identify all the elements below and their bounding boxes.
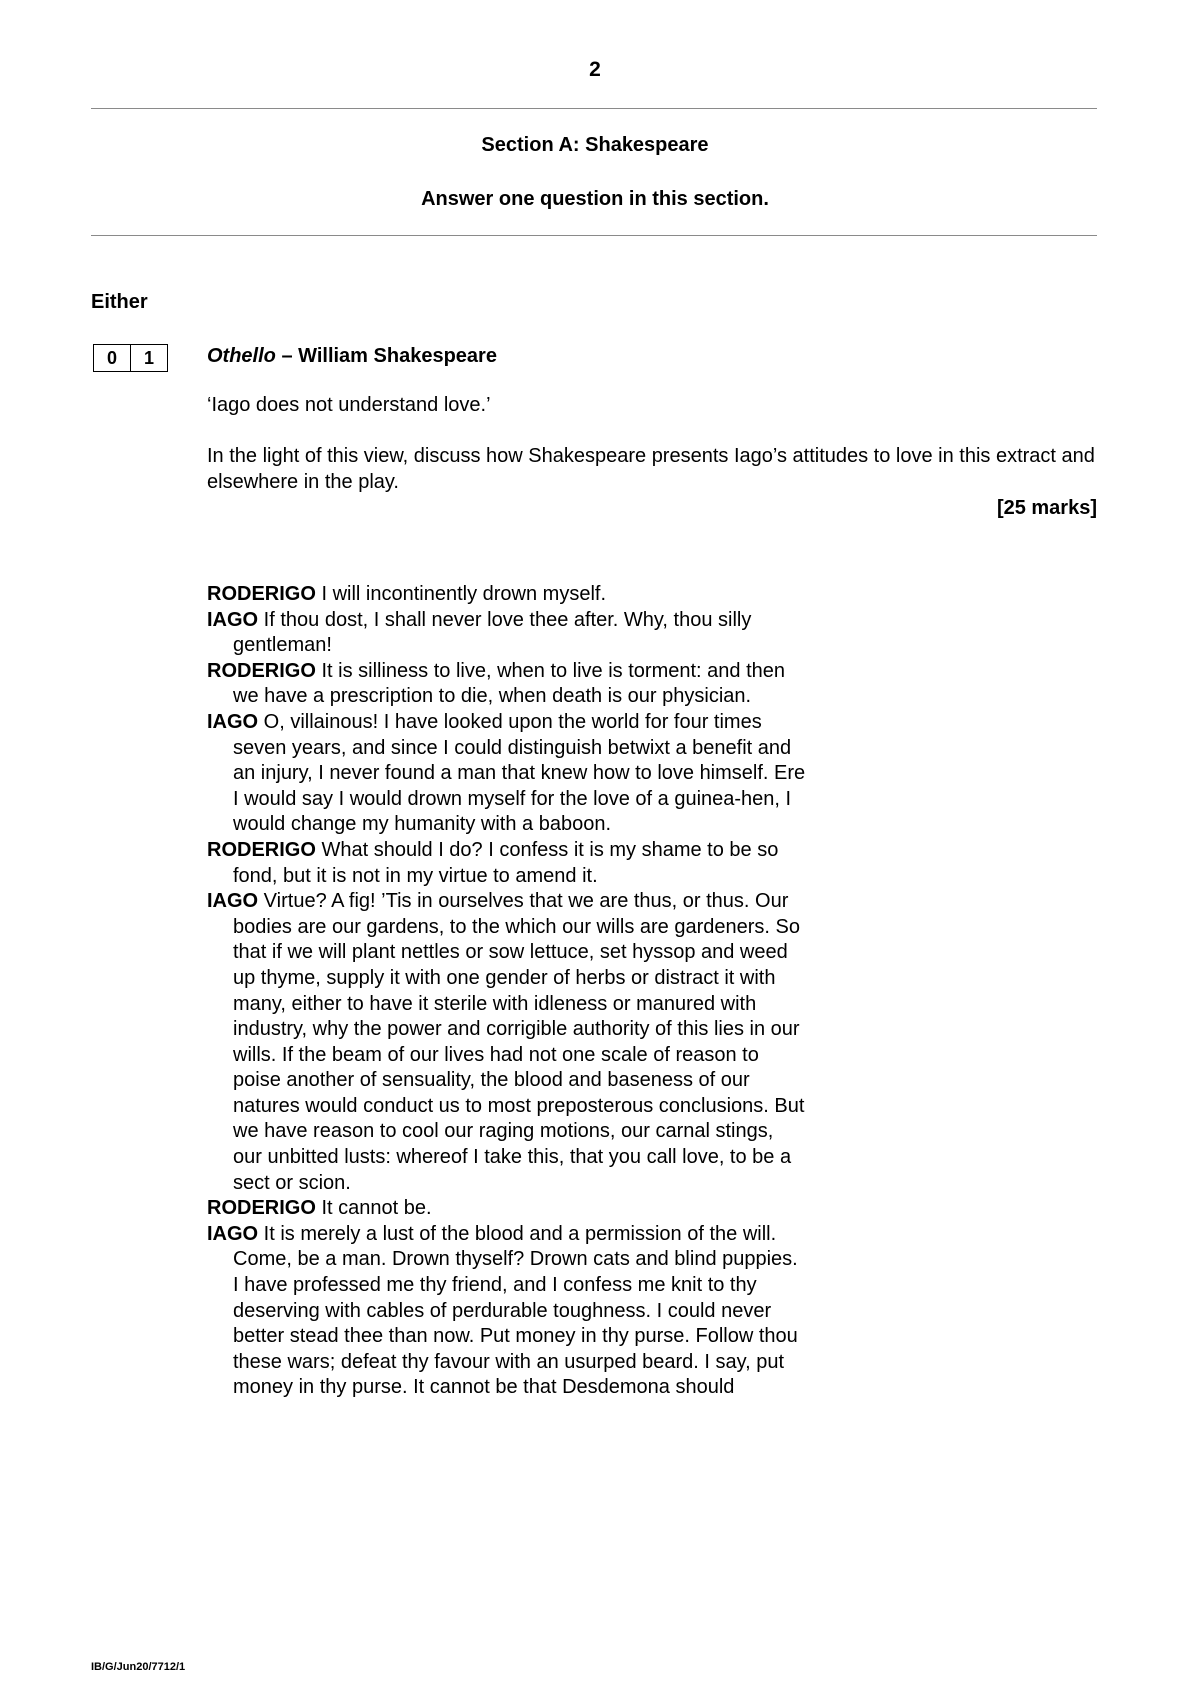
speech-text: O, villainous! I have looked upon the world for four times seven years, and since I could distinguish betwixt a benefit and an injury, I never found a man that knew how to love himself. Ere I would say I would drown myself for the love of a guinea-hen, I would change my humanity with a baboon. — [233, 710, 806, 836]
speaker-name: RODERIGO — [207, 838, 316, 861]
speech-text: I will incontinently drown myself. — [315, 583, 607, 605]
speech — [207, 608, 807, 659]
speech-text: Virtue? A fig! ’Tis in ourselves that we are thus, or thus. Our bodies are our gardens, to the which our wills are gardeners. So that if we will plant nettles or sow lettuce, set hyssop and weed up thyme, supply it with one gender of herbs or distract it with many, either to have it sterile with idleness or manured with industry, why the power and corrigible authority of this lies in our wills. If the beam of our lives had not one scale of reason to poise another of sensuality, the blood and baseness of our natures would conduct us to most preposterous conclusions. But we have reason to cool our raging motions, our carnal stings, our unbitted lusts: whereof I take this, that you call love, to be a sect or scion. — [233, 890, 805, 1194]
question-quote: ‘Iago does not understand love.’ — [207, 394, 491, 416]
footer-reference: IB/G/Jun20/7712/1 — [91, 1661, 186, 1673]
speech — [207, 1196, 807, 1222]
speaker-name: IAGO — [207, 608, 259, 631]
page-number: 2 — [589, 58, 601, 81]
speaker-name: RODERIGO — [207, 1197, 316, 1220]
speech — [207, 838, 807, 889]
either-label: Either — [91, 291, 148, 313]
speech — [207, 582, 807, 608]
author: – William Shakespeare — [275, 345, 497, 367]
section-instruction: Answer one question in this section. — [421, 188, 769, 210]
speech-text: It is silliness to live, when to live is torment: and then we have a prescription to die, when death is our physician. — [233, 659, 786, 708]
question-marks: [25 marks] — [996, 497, 1097, 519]
header-bottom-rule — [91, 235, 1097, 236]
speech — [207, 710, 807, 838]
speech — [207, 659, 807, 710]
question-number-digit-1: 0 — [106, 348, 117, 368]
speech-text: It cannot be. — [315, 1197, 432, 1220]
speech-text: If thou dost, I shall never love thee after. Why, thou silly gentleman! — [233, 608, 752, 657]
speaker-name: IAGO — [207, 1222, 259, 1245]
speech — [207, 889, 807, 1196]
speech — [207, 1222, 807, 1401]
speaker-name: RODERIGO — [207, 583, 316, 605]
question-number-box — [93, 344, 168, 372]
question-prompt: In the light of this view, discuss how Shakespeare presents Iago’s attitudes to love in this extract and elsewhere in the play. — [207, 445, 1095, 493]
speech-text: What should I do? I confess it is my shame to be so fond, but it is not in my virtue to amend it. — [233, 838, 779, 887]
question-block — [207, 345, 1097, 520]
speaker-name: IAGO — [207, 710, 259, 733]
header-top-rule — [91, 108, 1097, 109]
question-title — [207, 345, 1097, 368]
work-title: Othello — [207, 345, 276, 367]
question-number-digit-2: 1 — [130, 345, 167, 371]
speaker-name: RODERIGO — [207, 659, 316, 682]
play-extract — [207, 582, 807, 1401]
section-title: Section A: Shakespeare — [481, 134, 709, 156]
speaker-name: IAGO — [207, 890, 259, 913]
speech-text: It is merely a lust of the blood and a permission of the will. Come, be a man. Drown thyself? Drown cats and blind puppies. I have professed me thy friend, and I confess me knit to thy deserving with cables of perdurable toughness. I could never better stead thee than now. Put money in thy purse. Follow thou these wars; defeat thy favour with an usurped beard. I say, put money in thy purse. It cannot be that Desdemona should — [233, 1222, 798, 1399]
